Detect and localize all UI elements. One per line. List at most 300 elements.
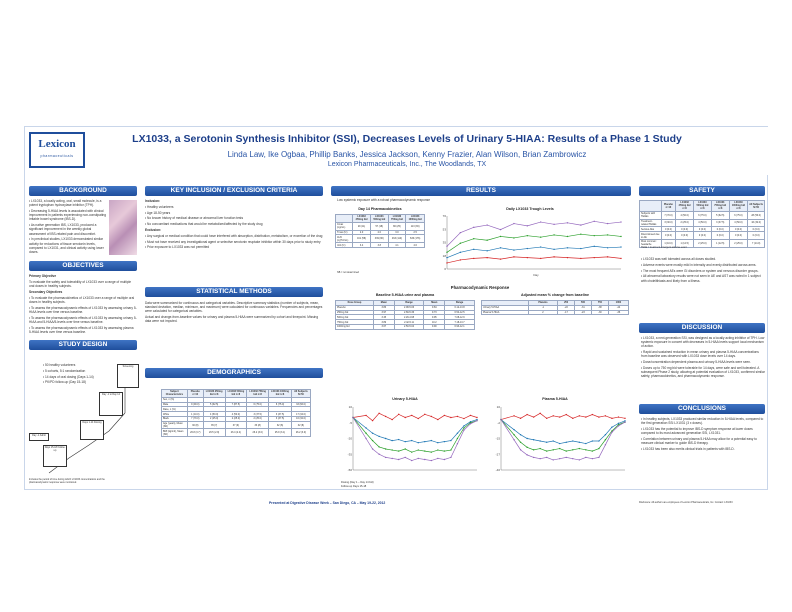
data-point [620,221,621,222]
inclusion-item: • Healthy volunteers [145,205,323,209]
table-header-cell: 1000 [608,301,628,306]
data-point [553,224,554,225]
adjusted-table [481,300,629,315]
data-point [553,234,554,235]
data-point [553,459,554,460]
table-cell: Urinary 5-HIAA [482,305,529,310]
data-point [580,248,581,249]
table-cell: 0 (0.0) [661,227,675,232]
table-header-cell: 500 [575,301,592,306]
table-cell: 9.90 [424,324,445,329]
data-point [460,243,461,244]
data-point [463,429,464,430]
data-point [579,459,580,460]
exclusion-item: • Any surgical or medical condition that could have interfered with absorption, distribution, metabolism, or excretion of the drug [145,234,323,238]
table-header-row [640,201,765,212]
secondary-objective: • To evaluate the pharmacokinetics of LX1033 over a range of multiple oral doses in healthy subjects. [29,296,137,304]
data-point [605,444,606,445]
table-cell: -31 [575,305,592,310]
data-point [513,434,514,435]
data-point [579,448,580,449]
table-row [336,324,475,329]
section-statistical-methods: STATISTICAL METHODS [145,287,323,297]
poster [24,126,768,505]
data-point [566,450,567,451]
data-point [526,447,527,448]
data-point [611,418,612,419]
data-point [457,416,458,417]
data-point [500,247,501,248]
y-tick-label: 10 [496,405,500,409]
data-point [618,424,619,425]
baseline-table [335,300,475,330]
table-cell: 37 (9) [225,421,247,429]
table-cell: 2 (25.0) [225,416,247,421]
table-header-cell: LX1033 250mg bid n=8 [676,201,694,212]
table-cell: 3.0 [388,230,406,235]
table-cell: 6.12-13.8 [445,305,475,310]
data-point [527,257,528,258]
table-cell: 3.67 [373,324,394,329]
table-header-cell: Range [445,301,475,306]
data-point [446,246,447,247]
table-cell: 16 (32.0) [291,416,310,421]
data-point [365,433,366,434]
data-point [385,416,386,417]
data-point [513,429,514,430]
discussion-bullet: • Doses up to 750 mg bid were tolerable for 14 days, were safe and well tolerated. A subsequent Phase 2 study, allowing at potential evaluation of LX1033, confirmed similar safety, pharmacokinetics, and pharmacodynamic response. [641,366,765,379]
affiliation: Lexicon Pharmaceuticals, Inc., The Woodlands, TX [327,161,487,168]
table-cell: 0 (0.0) [693,227,711,232]
table-cell: -1 [528,305,557,310]
table-cell: -17 [558,310,575,315]
conclusion-bullet: • LX1033 has the potential to improve IBS-D symptom response at lower doses compared to its most advanced generation SSI, LX1031. [641,427,765,435]
table-header-cell: All Subjects N=50 [748,201,765,212]
table-cell: 32 (8) [269,421,292,429]
data-point [470,415,471,416]
data-point [611,432,612,433]
flow-box-followup: Days 15-18 Follow-up [43,445,67,467]
data-point [607,223,608,224]
table-cell: 0 (0.0) [676,232,694,240]
data-point [533,416,534,417]
data-point [546,450,547,451]
dosing-note-line: Dosing (Day 1 – Day 14 bid) [341,481,374,484]
table-cell: 3.45 [373,315,394,320]
data-point [405,441,406,442]
table-row [640,219,765,227]
table-cell: 7 (70.0) [661,211,675,219]
safety-bullet: • LX1033 was well tolerated across all doses studied. [641,257,765,261]
data-point [378,413,379,414]
discussion-bullet: • LX1033, a next-generation SSI, was designed as a locally acting inhibitor of TPH. Low systemic exposure in concert with decreases in 5-HIAA levels support local mechanism of action. [641,336,765,349]
data-point [444,450,445,451]
table-header-cell: Mean [424,301,445,306]
table-cell: 2.42-5.11 [394,320,424,325]
data-point [437,442,438,443]
table-cell: 7 (87.5) [225,402,247,407]
table-header-cell: LX1033 250mg bid n=8 [203,390,225,398]
data-point [592,458,593,459]
data-point [378,436,379,437]
data-point [539,448,540,449]
data-point [411,451,412,452]
data-point [405,457,406,458]
data-point [431,460,432,461]
series-line [501,420,625,452]
data-point [418,442,419,443]
data-point [594,221,595,222]
data-point [352,417,353,418]
table-header-cell [640,201,662,212]
data-point [566,457,567,458]
table-cell: 6.93-12.1 [445,324,475,329]
table-header-cell: LX1033 500mg bid [370,215,388,223]
data-point [559,458,560,459]
data-point [572,458,573,459]
data-point [520,434,521,435]
table-cell: Serious AEs [640,227,662,232]
data-point [378,454,379,455]
data-point [424,414,425,415]
data-point [385,438,386,439]
table-cell: 26.2 (3.0) [291,429,310,437]
table-header-cell: LX1033 500mg bid n=8 [225,390,247,398]
secondary-objective: • To assess the pharmacodynamic effects of LX1033 by assessing plasma 5-HIAA levels over time versus baseline. [29,326,137,334]
data-point [473,238,474,239]
table-row [162,421,311,429]
table-header-cell: LX1033 1000mg bid [406,215,425,223]
data-point [585,457,586,458]
data-point [605,439,606,440]
data-point [567,236,568,237]
table-header-cell: LX1033 750mg bid n=8 [247,390,269,398]
table-cell: Most common: headache [640,239,662,247]
table-header-cell [336,215,353,223]
table-cell: Age (years), Mean (SD) [162,421,188,429]
y-tick-label: 53 [442,227,446,232]
inclusion-item: • No concomitant medications that would be metabolized/affected by the study drug [145,222,323,226]
table-cell: 3 (37.5) [269,412,292,417]
results-intro: Low systemic exposure with a robust pharmacodynamic response [337,198,431,202]
data-point [424,441,425,442]
table-cell: 636 (176) [406,235,425,243]
data-point [486,250,487,251]
primary-objective-heading: Primary Objective [29,274,57,278]
stat-methods-text [145,301,323,325]
data-point [463,425,464,426]
safety-table [639,200,765,248]
discussion-text [641,336,765,380]
discussion-bullet: • Dose/concentration dependent plasma and urinary 5-HIAA levels were seen. [641,360,765,364]
data-point [446,262,447,263]
safety-bullet: • Adverse events were mostly mild in intensity and evenly distributed across arms. [641,263,765,267]
data-point [424,459,425,460]
data-point [513,249,514,250]
table-cell: 16 (32.0) [748,219,765,227]
y-tick-label: 35 [442,240,446,245]
data-point [520,449,521,450]
discussion-bullet: • Rapid and sustained reduction in mean urinary and plasma 5-HIAA concentrations from baseline was observed with LX1033 dose levels over 14 days. [641,350,765,358]
table-cell: 9.95 [424,315,445,320]
logo-sub: pharmaceuticals [40,154,74,158]
table-cell: 3 (30.0) [661,219,675,227]
table-cell: 1 (10.0) [187,412,203,417]
urinary-chart-title: Urinary 5-HIAA [392,397,418,401]
data-point [594,235,595,236]
data-point [431,440,432,441]
data-point [585,443,586,444]
x-axis-label: Day [533,273,539,277]
data-point [391,440,392,441]
data-point [437,449,438,450]
data-point [546,457,547,458]
data-point [624,421,625,422]
table-cell: 57 (18) [370,222,388,230]
data-point [444,441,445,442]
data-point [418,458,419,459]
data-point [450,440,451,441]
table-cell: 0 (0.0) [748,232,765,240]
stat-methods-paragraph: Actual and change-from-baseline values for urinary and plasma 5-HIAA were summarized by cohort and timepoint. Missing data were not imputed. [145,315,319,324]
data-point [365,427,366,428]
table-cell: 2.69-5.36 [394,310,424,315]
data-point [618,423,619,424]
pk-table-title: Day 14 Pharmacokinetics [358,207,402,211]
data-point [513,256,514,257]
data-point [486,224,487,225]
table-cell: -44 [608,305,628,310]
data-point [365,438,366,439]
data-point [553,449,554,450]
data-point [372,440,373,441]
data-point [559,448,560,449]
primary-objective: To evaluate the safety and tolerability of LX1033 over a range of multiple oral doses in healthy subjects. [29,279,132,288]
table-cell: -36 [608,310,628,315]
data-point [567,247,568,248]
pk-note: NB = not determined [337,271,359,274]
data-point [567,222,568,223]
table-cell: 4 (50.0) [203,412,225,417]
data-point [405,448,406,449]
conclusion-bullet: • LX1033 has been also merits clinical trials in patients with IBS-D. [641,447,765,451]
data-point [500,258,501,259]
table-cell: Race, n (%) [162,407,188,412]
data-point [553,256,554,257]
study-design-footnote: Includes the period of time during which LX1033 concentrations and the pharmacodynamic response were monitored. [29,478,105,484]
pd-title: Pharmacodynamic Response [450,285,510,290]
data-point [398,414,399,415]
data-point [620,258,621,259]
table-cell: 2 (25.0) [203,416,225,421]
demographics-table [161,389,311,437]
table-cell: 0 (0.0) [676,227,694,232]
data-point [457,433,458,434]
design-bullet: • 5 cohorts, 5:1 randomization [43,369,103,373]
data-point [598,416,599,417]
table-cell: 26.2 (3.0) [247,429,269,437]
y-tick-label: 18 [442,253,446,258]
table-cell: 0 (0.0) [711,227,729,232]
table-cell: 5 (62.5) [711,211,729,219]
table-cell: Black [162,416,188,421]
series-line [353,418,477,443]
data-point [572,449,573,450]
table-cell: 0 (0.0) [661,232,675,240]
table-cell: 6.54-12.5 [445,310,475,315]
table-cell: 33 (8) [247,421,269,429]
table-cell: 1 (10.0) [661,239,675,247]
data-point [572,418,573,419]
table-cell: Cmax (ng/mL) [336,222,353,230]
data-point [463,427,464,428]
background-text [29,199,107,256]
table-cell: 463 (110) [388,235,406,243]
section-inclusion: KEY INCLUSION / EXCLUSION CRITERIA [145,186,323,196]
table-cell: 2.0 [353,230,371,235]
poster-header [25,127,769,175]
table-cell: Plasma 5-HIAA [482,310,529,315]
table-cell: 1 (12.5) [676,239,694,247]
data-point [411,440,412,441]
data-point [540,258,541,259]
data-point [607,234,608,235]
data-point [580,258,581,259]
data-point [476,420,477,421]
data-point [594,246,595,247]
safety-bullet: • All abnormal laboratory results were not seen in AE and AST was noted in 1 subject with cholelithiasis and likely from a illness. [641,274,765,282]
data-point [540,221,541,222]
section-conclusions: CONCLUSIONS [639,404,765,414]
conclusion-bullet: • Correlation between urinary and plasma 5-HIAA may allow for a potential easy to measure clinical marker to guide IBS-D therapy. [641,437,765,445]
background-bullet: • In preclinical studies, LX1033 demonstrated similar activity for reductions of tissue serotonin levels, compared to LX1031, and clinical activity using lower doses. [29,237,107,254]
data-point [539,458,540,459]
data-point [539,440,540,441]
table-cell: 4 (50.0) [693,219,711,227]
table-header-cell: Placebo n=10 [661,201,675,212]
data-point [585,449,586,450]
table-cell: 7.18-13.7 [445,320,475,325]
y-tick-label: -35 [347,452,352,457]
table-cell: 750mg bid [336,320,374,325]
authors: Linda Law, Ike Ogbaa, Phillip Banks, Jessica Jackson, Kenny Frazier, Alan Wilson, Brian Zambrowicz [227,150,587,159]
trough-chart-title: Daily LX1033 Trough Levels [506,207,554,211]
data-point [527,225,528,226]
table-cell: 9 (90.0) [187,402,203,407]
y-tick-label: -2 [497,420,500,425]
design-bullet: • 14 days of oral dosing (Days 1-14) [43,375,103,379]
conclusion-bullet: • In healthy subjects, LX1033 produced similar reduction in 5-HIAA levels, compared to the first generation SSI LX1031 (3 x doses). [641,417,765,425]
data-point [476,417,477,418]
table-cell: 26.8 (3.7) [187,429,203,437]
table-cell: 3 (37.5) [247,412,269,417]
table-cell: Subjects with TEAEs [640,211,662,219]
footer-presented-at: Presented at Digestive Disease Week – San Diego, CA – May 19-22, 2012 [269,501,386,505]
table-cell: 2.08-5.06 [394,305,424,310]
background-bullet: • LX1033, a locally acting, oral, small molecule, is a potent tryptophan hydroxylase inhibitor (TPH). [29,199,107,207]
table-cell: 2.0 [370,230,388,235]
table-cell: 339 (96) [370,235,388,243]
table-cell: 6 (75.0) [269,402,292,407]
data-point [526,414,527,415]
data-point [527,235,528,236]
table-cell: 3.86 [373,305,394,310]
trough-chart [435,213,625,277]
table-cell: 9.84 [424,305,445,310]
data-point [411,415,412,416]
table-cell: 5 (62.5) [203,402,225,407]
design-bullet: • PK/PD follow-up (Day 15-18) [43,380,103,384]
table-cell: 4 (50.0) [225,412,247,417]
table-cell: 10.2 [424,320,445,325]
data-point [592,414,593,415]
table-row [162,429,311,437]
data-point [594,257,595,258]
poster-title: LX1033, a Serotonin Synthesis Inhibitor (SSI), Decreases Levels of Urinary 5-HIAA: Results of a Phase 1 Study [132,133,682,145]
table-cell: 161 (58) [353,235,371,243]
table-row [336,235,425,243]
table-cell: Tmax (hr) [336,230,353,235]
data-point [559,416,560,417]
table-cell: AUC (ng*hr/mL) [336,235,353,243]
table-cell: 4 (50.0) [676,211,694,219]
table-cell: 28 (56.0) [748,211,765,219]
data-point [513,439,514,440]
data-point [513,223,514,224]
lexicon-logo [29,132,85,168]
data-point [486,240,487,241]
data-point [398,439,399,440]
table-cell: 2 (25.0) [729,239,748,247]
data-point [598,457,599,458]
data-point [365,415,366,416]
y-tick-label: -50 [347,468,352,472]
data-point [620,236,621,237]
table-cell: Placebo [336,305,374,310]
table-cell: 3 (37.5) [269,416,292,421]
table-cell: 0 (0.0) [729,227,748,232]
table-cell: 35 (7) [203,421,225,429]
table-cell: 113 (36) [406,222,425,230]
table-cell: 6 (75.0) [729,211,748,219]
table-cell: BMI (kg/m2), Mean (SD) [162,429,188,437]
data-point [378,446,379,447]
data-point [540,246,541,247]
table-header-cell: All Subjects N=50 [291,390,310,398]
y-tick-label: -40 [495,468,500,472]
data-point [567,257,568,258]
table-cell: 25.9 (3.1) [269,429,292,437]
data-point [391,449,392,450]
design-bullet: • 50 healthy volunteers [43,363,103,367]
table-header-cell: LX1033 1000mg bid n=8 [269,390,292,398]
pk-table [335,214,425,248]
inclusion-heading: Inclusion: [145,199,161,203]
data-point [470,423,471,424]
data-point [486,257,487,258]
data-point [598,440,599,441]
data-point [500,419,501,420]
data-point [500,236,501,237]
data-point [539,413,540,414]
table-cell: 2 (25.0) [693,239,711,247]
data-point [398,450,399,451]
series-line [447,221,621,246]
table-cell: 26.5 (2.9) [203,429,225,437]
table-row [482,310,629,315]
series-line [501,420,625,444]
section-objectives: OBJECTIVES [29,261,137,271]
